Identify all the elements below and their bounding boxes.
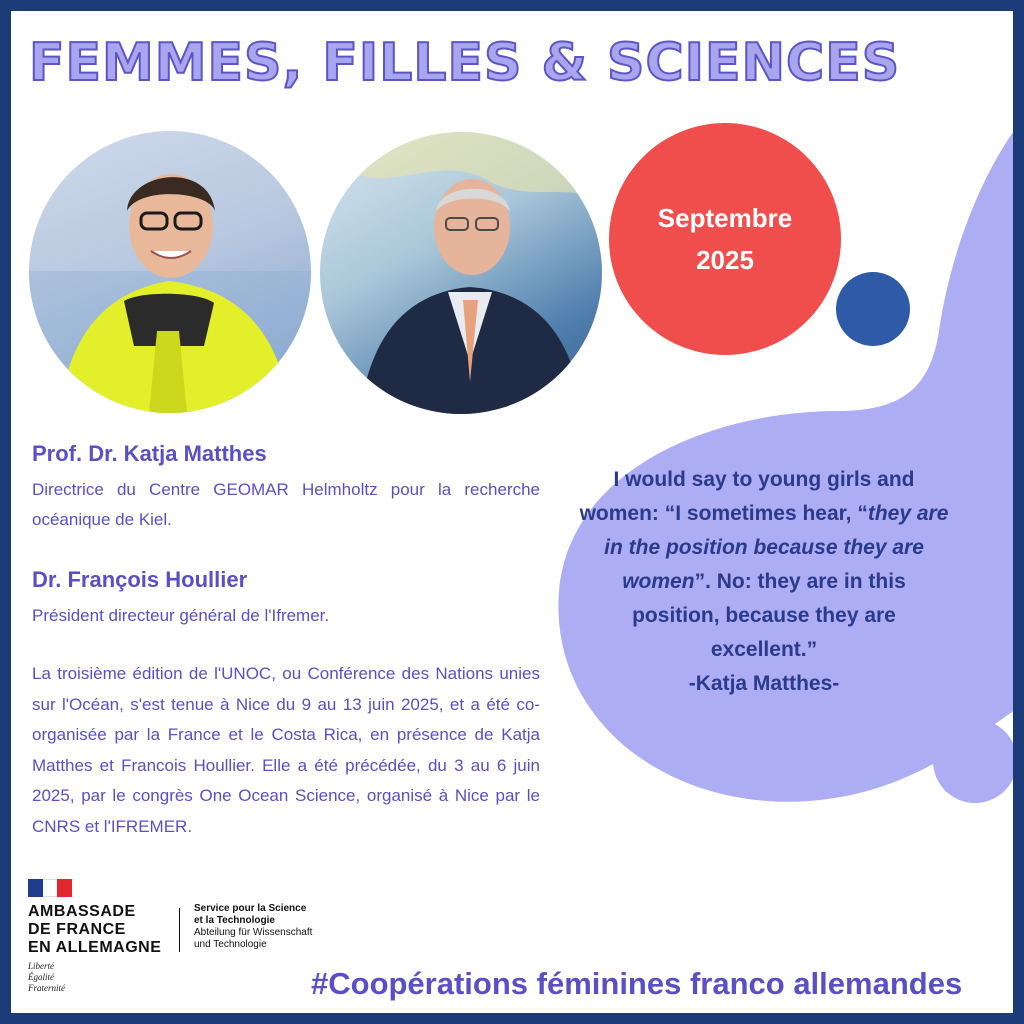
- date-badge: [609, 123, 841, 355]
- portrait-katja-matthes: [29, 131, 311, 413]
- person2-role: Président directeur général de l'Ifremer.: [32, 606, 330, 625]
- motto-line: Fraternité: [28, 983, 65, 993]
- service-line: und Technologie: [194, 939, 267, 950]
- quote-text-italic: they are in the position because they are women: [604, 502, 949, 593]
- service-line: Abteilung für Wissenschaft: [194, 927, 313, 938]
- person1-role: Directrice du Centre GEOMAR Helmholtz pour la recherche océanique de Kiel.: [32, 480, 540, 529]
- embassy-line: DE FRANCE: [28, 921, 126, 938]
- embassy-line: AMBASSADE: [28, 903, 136, 920]
- service-line: et la Technologie: [194, 915, 275, 926]
- portrait-illustration: [29, 131, 311, 413]
- french-flag-icon: [28, 879, 72, 897]
- motto-line: Liberté: [28, 961, 54, 971]
- embassy-name: [28, 903, 161, 957]
- republic-motto: [28, 961, 65, 994]
- page-title: FEMMES, FILLES & SCIENCES: [29, 33, 901, 93]
- body-paragraph: La troisième édition de l'UNOC, ou Conférence des Nations unies sur l'Océan, s'est tenue à Nice du 9 au 13 juin 2025, et a été co-organisée par la France et le Costa Rica, en présence de Katja Matthes et Francois Houllier. Elle a été précédée, du 3 au 6 juin 2025, par le congrès One Ocean Science, organisé à Nice par le CNRS et l'IFREMER.: [32, 664, 540, 836]
- motto-line: Égalité: [28, 972, 54, 982]
- date-year: 2025: [696, 245, 754, 275]
- person2-name: Dr. François Houllier: [32, 567, 248, 592]
- logo-divider: [179, 908, 180, 952]
- person1-name: Prof. Dr. Katja Matthes: [32, 441, 267, 466]
- blue-dot: [836, 272, 910, 346]
- quote-author: -Katja Matthes-: [688, 672, 840, 695]
- portrait-illustration: [320, 132, 602, 414]
- service-line: Service pour la Science: [194, 903, 307, 914]
- poster: [11, 11, 1013, 1013]
- quote-text-end: ”. No: they are in this position, because they are excellent.”: [632, 570, 906, 661]
- quote: [579, 463, 949, 701]
- quote-text-start: I would say to young girls and women: “I sometimes hear, “: [579, 468, 915, 525]
- date-month: Septembre: [657, 203, 793, 233]
- portrait-francois-houllier: [320, 132, 602, 414]
- service-name: [194, 903, 312, 951]
- embassy-line: EN ALLEMAGNE: [28, 939, 162, 956]
- footer-hashtag: #Coopérations féminines franco allemandes: [311, 966, 963, 1001]
